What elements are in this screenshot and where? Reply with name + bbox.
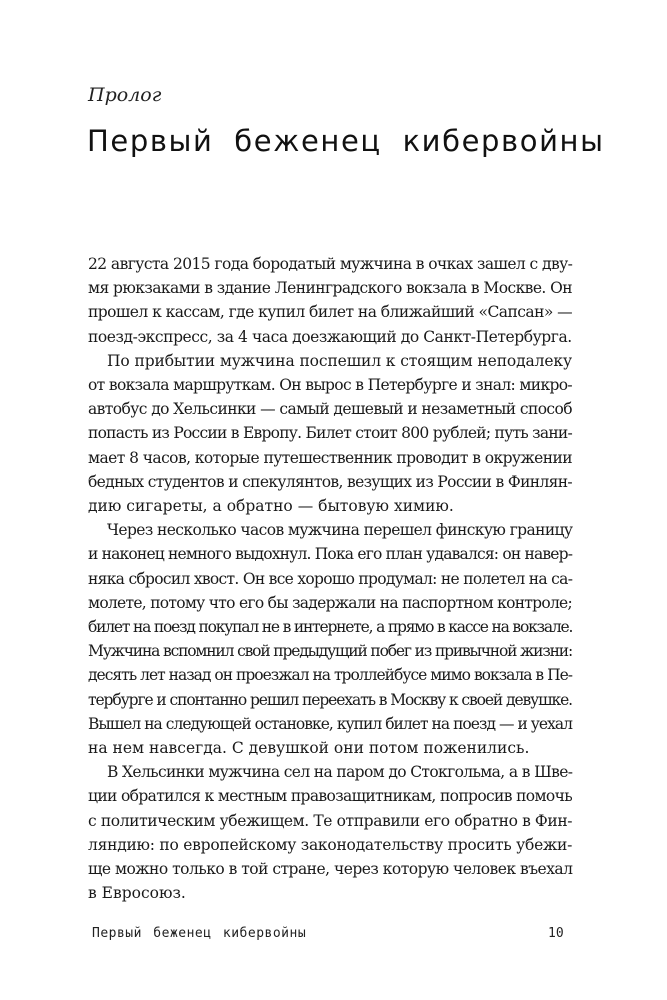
text-line: В Хельсинки мужчина сел на паром до Стокгольма, а в Шве-: [107, 763, 573, 782]
text-line: бедных студентов и спекулянтов, везущих из России в Финлян-: [88, 472, 572, 491]
text-line: Мужчина вспомнил свой предыдущий побег из привычной жизни:: [88, 642, 572, 661]
section-kicker: Пролог: [88, 84, 162, 106]
text-line: ще можно только в той стране, через которую человек въехал: [88, 860, 573, 879]
text-line: на нем навсегда. С девушкой они потом поженились.: [88, 739, 530, 758]
body-text: [88, 252, 572, 905]
text-line: По прибытии мужчина поспешил к стоящим неподалеку: [107, 351, 572, 370]
text-line: Через несколько часов мужчина перешел финскую границу: [107, 521, 573, 540]
text-line: автобус до Хельсинки — самый дешевый и незаметный способ: [88, 400, 573, 419]
text-line: билет на поезд покупал не в интернете, а прямо в кассе на вокзале.: [88, 618, 573, 637]
page-number: 10: [548, 926, 564, 941]
text-line: в Евросоюз.: [88, 884, 186, 903]
text-line: тербурге и спонтанно решил переехать в Москву к своей девушке.: [88, 690, 572, 709]
text-line: мает 8 часов, которые путешественник проводит в окружении: [88, 448, 572, 467]
text-line: и наконец немного выдохнул. Пока его план удавался: он навер-: [88, 545, 573, 564]
chapter-title: Первый беженец кибервойны: [87, 124, 605, 158]
paragraph-2: [88, 349, 572, 518]
text-line: дию сигареты, а обратно — бытовую химию.: [88, 497, 454, 516]
text-line: с политическим убежищем. Те отправили его обратно в Фин-: [88, 811, 573, 830]
text-line: мя рюкзаками в здание Ленинградского вокзала в Москве. Он: [88, 279, 572, 298]
paragraph-1: [88, 252, 572, 349]
paragraph-3: [88, 518, 572, 760]
text-line: прошел к кассам, где купил билет на ближайший «Сапсан» —: [88, 303, 573, 322]
text-line: Вышел на следующей остановке, купил билет на поезд — и уехал: [88, 714, 572, 733]
text-line: ции обратился к местным правозащитникам, попросив помочь: [88, 787, 572, 806]
text-line: попасть из России в Европу. Билет стоит 800 рублей; путь зани-: [88, 424, 572, 443]
text-line: ляндию: по европейскому законодательству просить убежи-: [88, 835, 573, 854]
text-line: няка сбросил хвост. Он все хорошо продумал: не полетел на са-: [88, 569, 573, 588]
text-line: поезд-экспресс, за 4 часа доезжающий до Санкт-Петербурга.: [88, 327, 572, 346]
running-footer-title: Первый беженец кибервойны: [92, 926, 307, 941]
text-line: 22 августа 2015 года бородатый мужчина в очках зашел с дву-: [88, 255, 573, 273]
paragraph-4: [88, 760, 572, 905]
text-line: от вокзала маршруткам. Он вырос в Петербурге и знал: микро-: [88, 376, 572, 395]
text-line: десять лет назад он проезжал на троллейбусе мимо вокзала в Пе-: [88, 666, 572, 685]
text-line: молете, потому что его бы задержали на паспортном контроле;: [88, 593, 572, 612]
